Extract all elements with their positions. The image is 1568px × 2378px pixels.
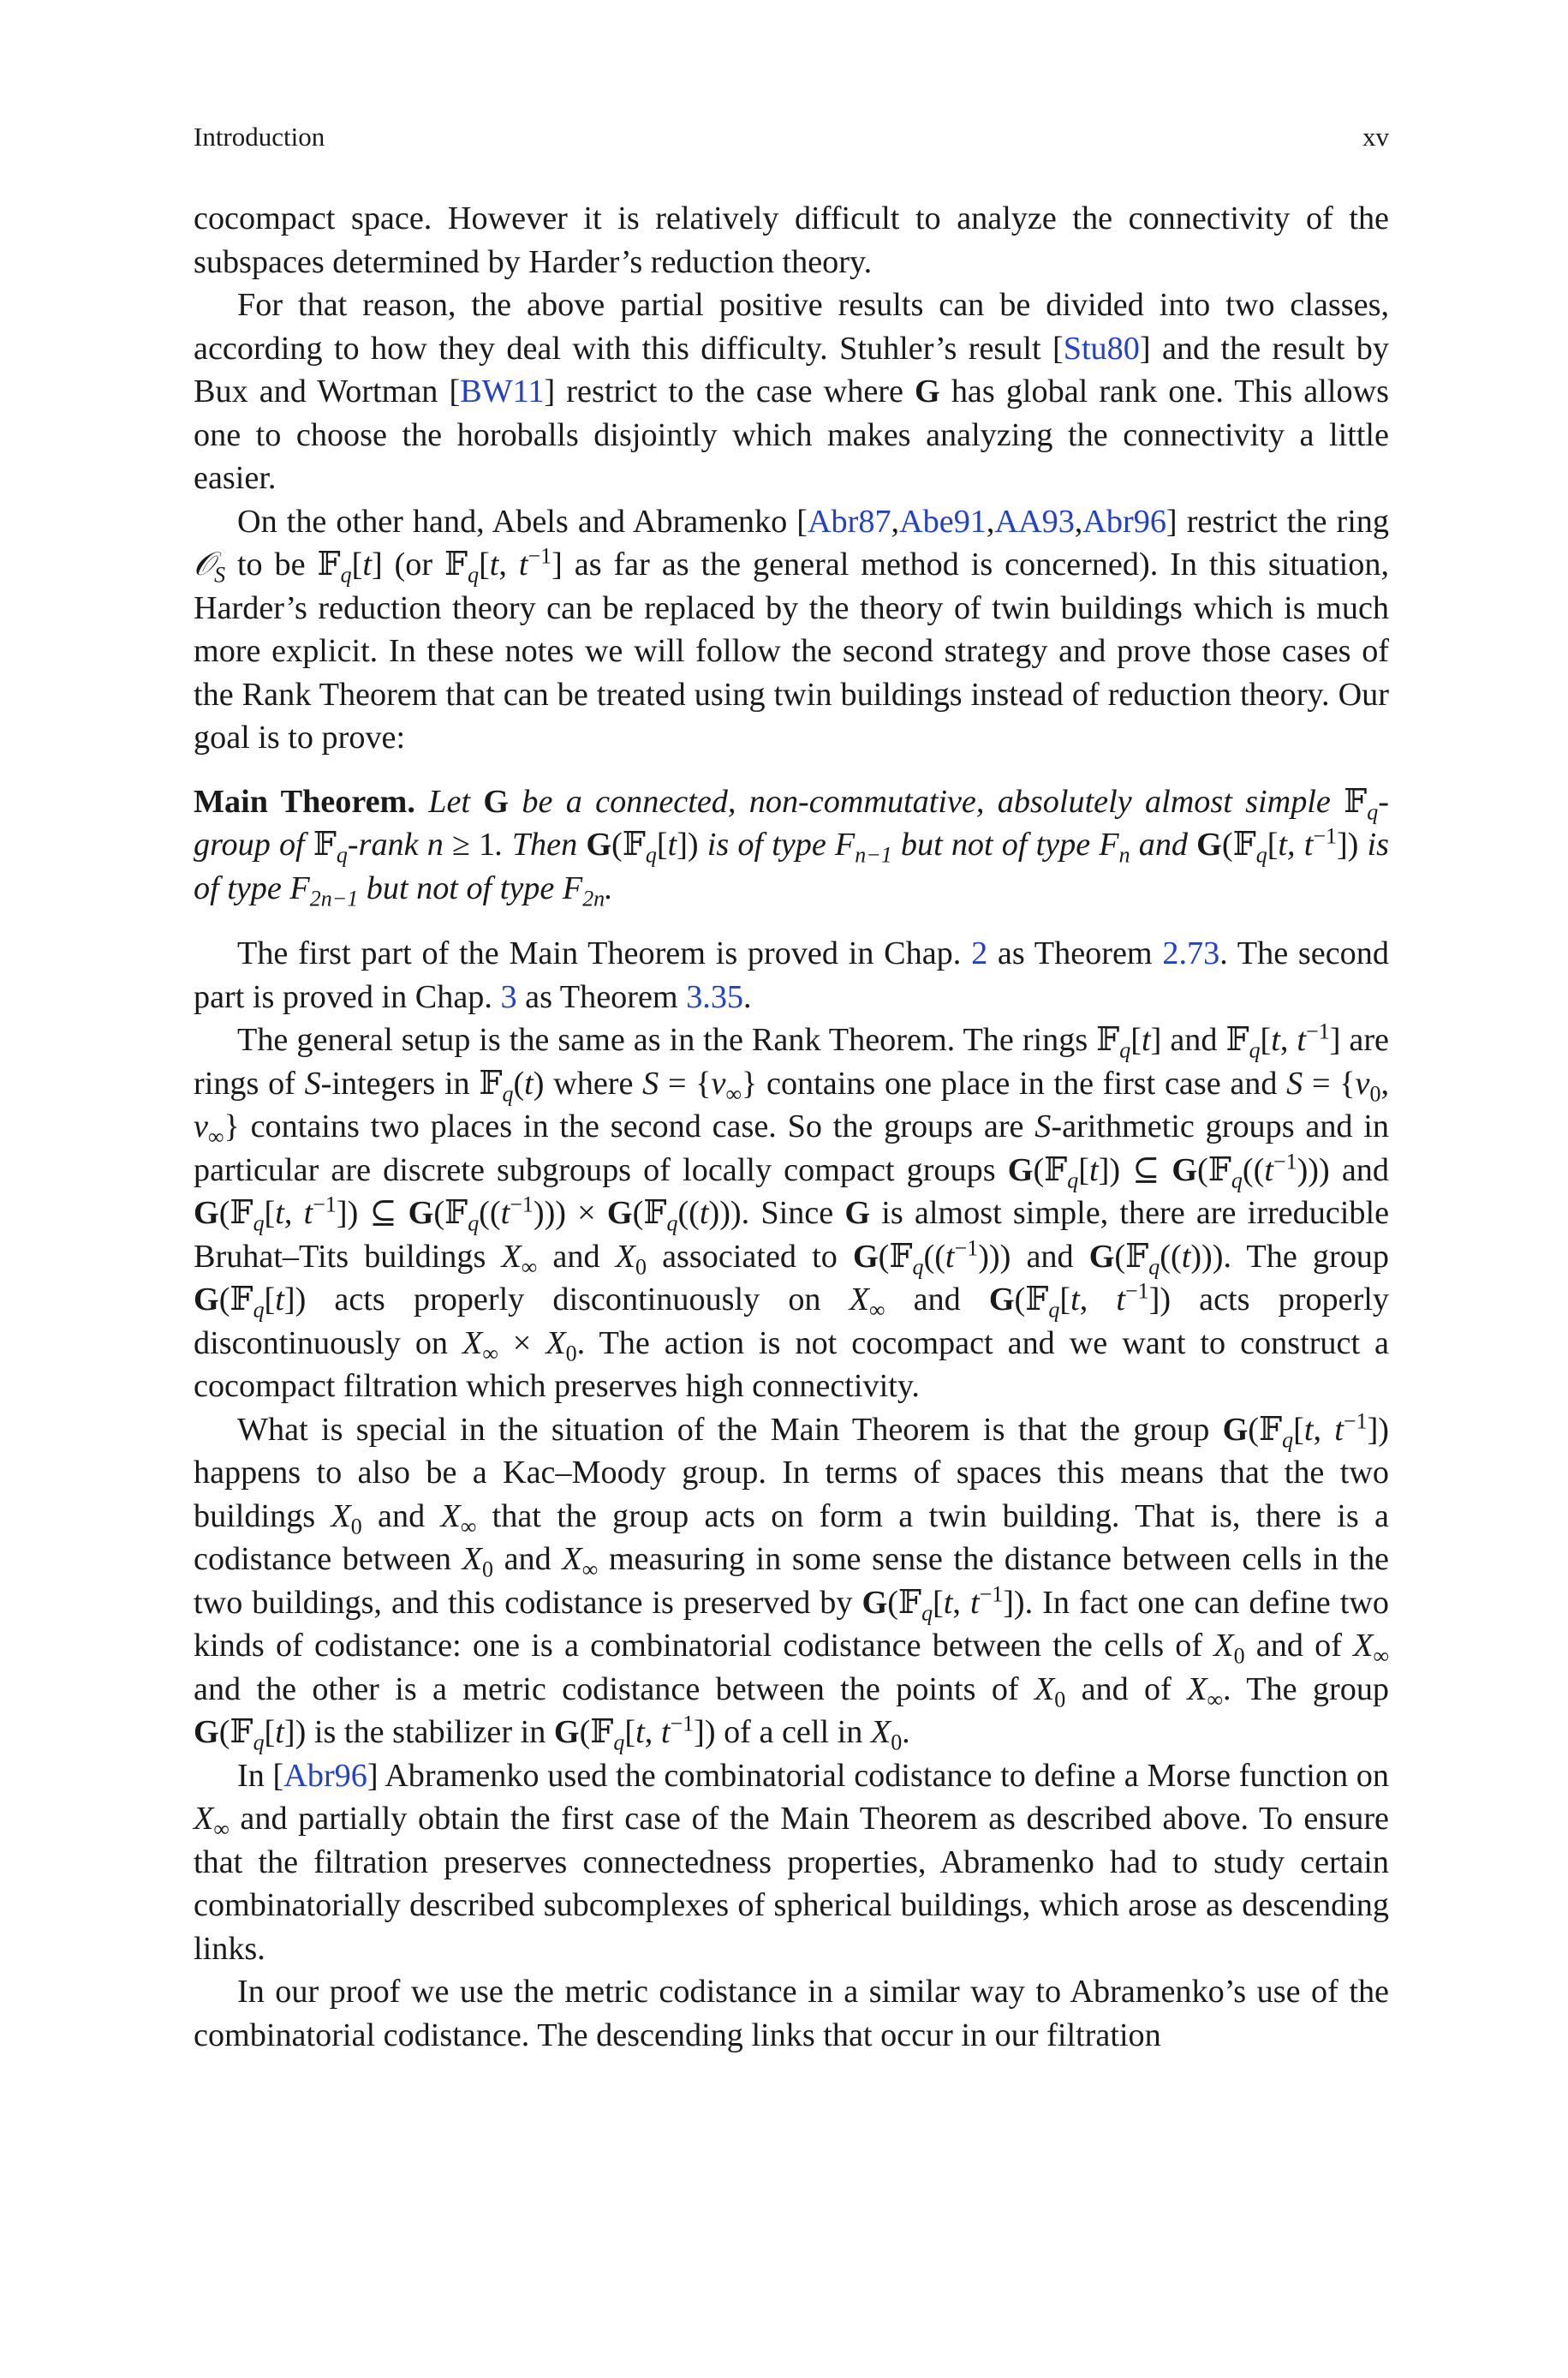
citation-link[interactable]: Abr96	[283, 1757, 367, 1794]
running-title: Introduction	[194, 122, 325, 152]
theorem-link[interactable]: 3.35	[686, 978, 744, 1015]
chapter-link[interactable]: 3	[500, 978, 517, 1015]
chapter-link[interactable]: 2	[971, 935, 988, 971]
citation-link[interactable]: Stu80	[1063, 330, 1140, 367]
citation-link[interactable]: BW11	[460, 373, 545, 409]
citation-link[interactable]: AA93	[994, 503, 1075, 540]
paragraph-8: In our proof we use the metric codistance in a similar way to Abramenko’s use of the combinatorial codistance. The descending links that occur in our filtration	[194, 1974, 1389, 2053]
paragraph-1: cocompact space. However it is relatively difficult to analyze the connectivity of the subspaces determined by Harder’s reduction theory.	[194, 200, 1389, 280]
page-number: xv	[1362, 122, 1389, 152]
citation-link[interactable]: Abe91	[899, 503, 987, 540]
paragraph-7: In [Abr96] Abramenko used the combinatorial codistance to define a Morse function on $X_\infty$ and partially obtain the first case of the Main Theorem as described above. To ensure that the filtration preserves connectedness properties, Abramenko had to study certain combinatorially described subcomplexes of spherical buildings, which arose as descending links.	[194, 1757, 1389, 1967]
theorem-statement: Let G be a connected, non-commutative, absolutely almost simple 𝔽$_q$-group of 𝔽$_q$-rank n ≥ 1. Then G(𝔽$_q$[t]) is of type $F_{n-1}$ but not of type $F_n$ and G(𝔽$_q$[t, $t^{-1}$]) is of type $F_{2n-1}$ but not of type $F_{2n}$.	[194, 783, 1390, 911]
page	[194, 122, 1389, 2057]
paragraph-6: What is special in the situation of the Main Theorem is that the group G(𝔽$_q$[t, $t^{-1}$]) happens to also be a Kac–Moody group. In terms of spaces this means that the two buildings $X_0$ and $X_\infty$ that the group acts on form a twin building. That is, there is a codistance between $X_0$ and $X_\infty$ measuring in some sense the distance between cells in the two buildings, and this codistance is preserved by G(𝔽$_q$[t, $t^{-1}$]). In fact one can define two kinds of codistance: one is a combinatorial codistance between the cells of $X_0$ and of $X_\infty$ and the other is a metric codistance between the points of $X_0$ and of $X_\infty$. The group G(𝔽$_q$[t]) is the stabilizer in G(𝔽$_q$[t, $t^{-1}$]) of a cell in $X_0$.	[194, 1407, 1390, 1755]
paragraph-5: The general setup is the same as in the Rank Theorem. The rings 𝔽$_q$[t] and 𝔽$_q$[t, $t^{-1}$] are rings of S-integers in 𝔽$_q$(t) where $S = \{v_\infty\}$ contains one place in the first case and $S = \{v_0$, $v_\infty$} contains two places in the second case. So the groups are S-arithmetic groups and in particular are discrete subgroups of locally compact groups G(𝔽$_q$[t]) ⊆ $G(𝔽_q((t^{-1})))$ and G(𝔽$_q$[t, $t^{-1}$]) ⊆ $G(𝔽_q((t^{-1})))$ × G(𝔽$_q$((t))). Since G is almost simple, there are irreducible Bruhat–Tits buildings $X_\infty$ and $X_0$ associated to $G(𝔽_q((t^{-1})))$ and G(𝔽$_q$((t))). The group G(𝔽$_q$[t]) acts properly discontinuously on $X_\infty$ and G(𝔽$_q$[t, $t^{-1}$]) acts properly discontinuously on $X_\infty \times X_0$. The action is not cocompact and we want to construct a cocompact filtration which preserves high connectivity.	[194, 1019, 1390, 1404]
theorem-link[interactable]: 2.73	[1162, 935, 1220, 971]
citation-link[interactable]: Abr87	[807, 503, 891, 540]
paragraph-2: For that reason, the above partial positive results can be divided into two classes, according to how they deal with this difficulty. Stuhler’s result [Stu80] and the result by Bux and Wortman [BW11] restrict to the case where G has global rank one. This allows one to choose the horoballs disjointly which makes analyzing the connectivity a little easier.	[194, 287, 1390, 496]
paragraph-3: On the other hand, Abels and Abramenko [Abr87,Abe91,AA93,Abr96] restrict the ring 𝒪$_S$ to be 𝔽$_q$[t] (or 𝔽$_q$[t, $t^{-1}$] as far as the general method is concerned). In this situation, Harder’s reduction theory can be replaced by the theory of twin buildings which is much more explicit. In these notes we will follow the second strategy and prove those cases of the Rank Theorem that can be treated using twin buildings instead of reduction theory. Our goal is to prove:	[194, 503, 1390, 756]
running-header	[194, 122, 1389, 152]
citation-link[interactable]: Abr96	[1082, 503, 1166, 540]
main-theorem	[194, 780, 1389, 911]
paragraph-4: The first part of the Main Theorem is proved in Chap. 2 as Theorem 2.73. The second part is proved in Chap. 3 as Theorem 3.35.	[194, 935, 1389, 1015]
theorem-label: Main Theorem.	[194, 783, 415, 820]
